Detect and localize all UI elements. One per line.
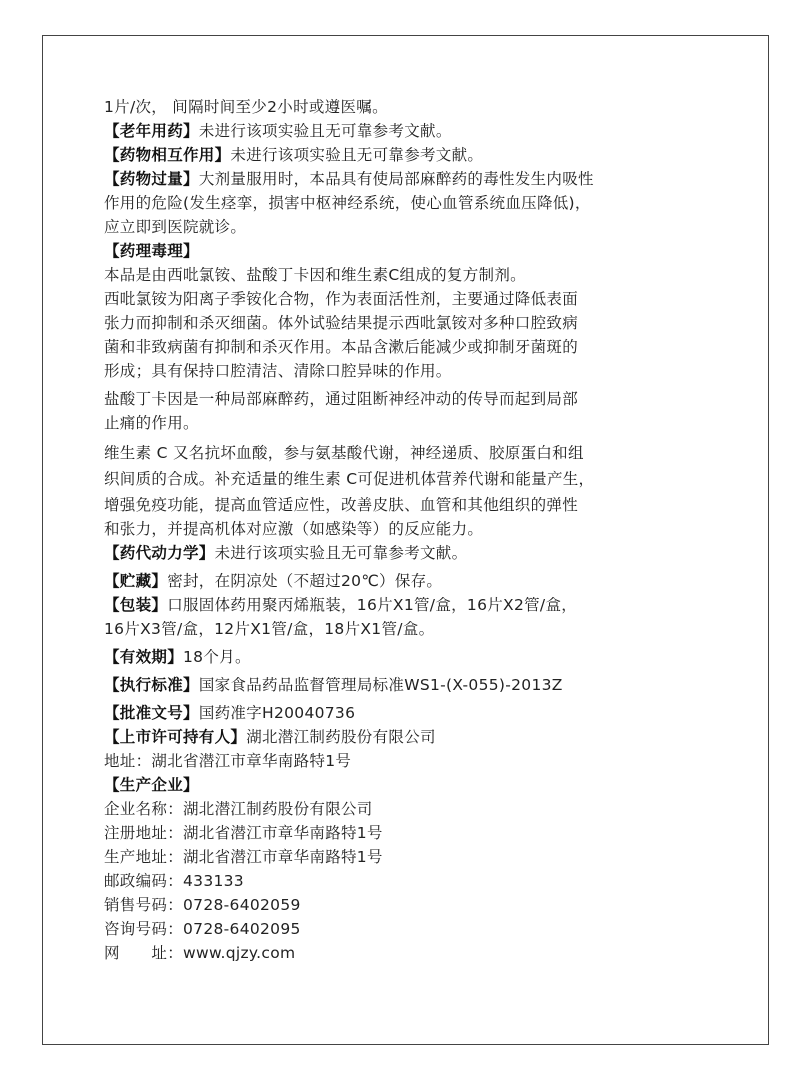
text-line: 菌和非致病菌有抑制和杀灭作用。本品含漱后能减少或抑制牙菌斑的 [104, 338, 579, 356]
dosage-continuation [104, 95, 704, 119]
section-packaging [104, 593, 704, 641]
section-heading: 【药物过量】 [104, 170, 199, 188]
text-line: 口服固体药用聚丙烯瓶装，16片X1管/盒，16片X2管/盒， [167, 596, 578, 614]
production-address: 生产地址：湖北省潜江市章华南路特1号 [104, 848, 383, 866]
section-heading: 【执行标准】 [104, 676, 199, 694]
consult-phone: 咨询号码：0728-6402095 [104, 920, 301, 938]
section-heading: 【药物相互作用】 [104, 146, 231, 164]
text-line: 16片X3管/盒，12片X1管/盒，18片X1管/盒。 [104, 620, 435, 638]
website: 网 址：www.qjzy.com [104, 944, 296, 962]
section-heading: 【药理毒理】 [104, 242, 199, 260]
section-heading: 【有效期】 [104, 648, 184, 666]
text-line: 应立即到医院就诊。 [104, 218, 247, 236]
section-heading: 【药代动力学】 [104, 544, 215, 562]
section-text: 未进行该项实验且无可靠参考文献。 [214, 544, 468, 562]
text-line: 本品是由西吡氯铵、盐酸丁卡因和维生素C组成的复方制剂。 [104, 266, 526, 284]
text-line: 织间质的合成。补充适量的维生素 C可促进机体营养代谢和能量产生， [104, 470, 595, 488]
section-heading: 【老年用药】 [104, 122, 199, 140]
text-line: 1片/次， 间隔时间至少2小时或遵医嘱。 [104, 98, 388, 116]
leaflet-content [104, 95, 704, 965]
text-line: 增强免疫功能，提高血管适应性，改善皮肤、血管和其他组织的弹性 [104, 496, 579, 514]
section-text: 未进行该项实验且无可靠参考文献。 [198, 122, 452, 140]
text-line: 形成；具有保持口腔清洁、清除口腔异味的作用。 [104, 362, 452, 380]
section-heading: 【上市许可持有人】 [104, 728, 247, 746]
section-heading: 【贮藏】 [104, 572, 168, 590]
sales-phone: 销售号码：0728-6402059 [104, 896, 301, 914]
text-line: 止痛的作用。 [104, 414, 199, 432]
holder-address: 地址：湖北省潜江市章华南路特1号 [104, 752, 352, 770]
section-heading: 【生产企业】 [104, 776, 199, 794]
section-elderly [104, 119, 704, 143]
section-validity [104, 645, 704, 669]
registered-address: 注册地址：湖北省潜江市章华南路特1号 [104, 824, 383, 842]
section-manufacturer [104, 773, 704, 965]
section-holder [104, 725, 704, 773]
postal-code: 邮政编码：433133 [104, 872, 244, 890]
text-line: 维生素 C 又名抗坏血酸，参与氨基酸代谢，神经递质、胶原蛋白和组 [104, 444, 584, 462]
section-text: 密封，在阴凉处（不超过20℃）保存。 [167, 572, 443, 590]
section-text: 国家食品药品监督管理局标准WS1-(X-055)-2013Z [198, 676, 563, 694]
section-pharmacology [104, 239, 704, 541]
section-approval [104, 701, 704, 725]
section-text: 国药准字H20040736 [198, 704, 356, 722]
section-heading: 【批准文号】 [104, 704, 199, 722]
section-text: 湖北潜江制药股份有限公司 [246, 728, 436, 746]
section-heading: 【包装】 [104, 596, 168, 614]
text-line: 张力而抑制和杀灭细菌。体外试验结果提示西吡氯铵对多种口腔致病 [104, 314, 579, 332]
manufacturer-name: 企业名称：湖北潜江制药股份有限公司 [104, 800, 373, 818]
section-text: 未进行该项实验且无可靠参考文献。 [230, 146, 484, 164]
section-interaction [104, 143, 704, 167]
section-overdose [104, 167, 704, 239]
text-line: 和张力，并提高机体对应激（如感染等）的反应能力。 [104, 520, 484, 538]
section-text: 18个月。 [183, 648, 251, 666]
section-storage [104, 569, 704, 593]
text-line: 作用的危险(发生痉挛，损害中枢神经系统，使心血管系统血压降低)， [104, 194, 591, 212]
text-line: 盐酸丁卡因是一种局部麻醉药，通过阻断神经冲动的传导而起到局部 [104, 390, 579, 408]
text-line: 西吡氯铵为阳离子季铵化合物，作为表面活性剂，主要通过降低表面 [104, 290, 579, 308]
section-pharmacokinetics [104, 541, 704, 565]
section-standard [104, 673, 704, 697]
text-line: 大剂量服用时，本品具有使局部麻醉药的毒性发生内吸性 [198, 170, 594, 188]
